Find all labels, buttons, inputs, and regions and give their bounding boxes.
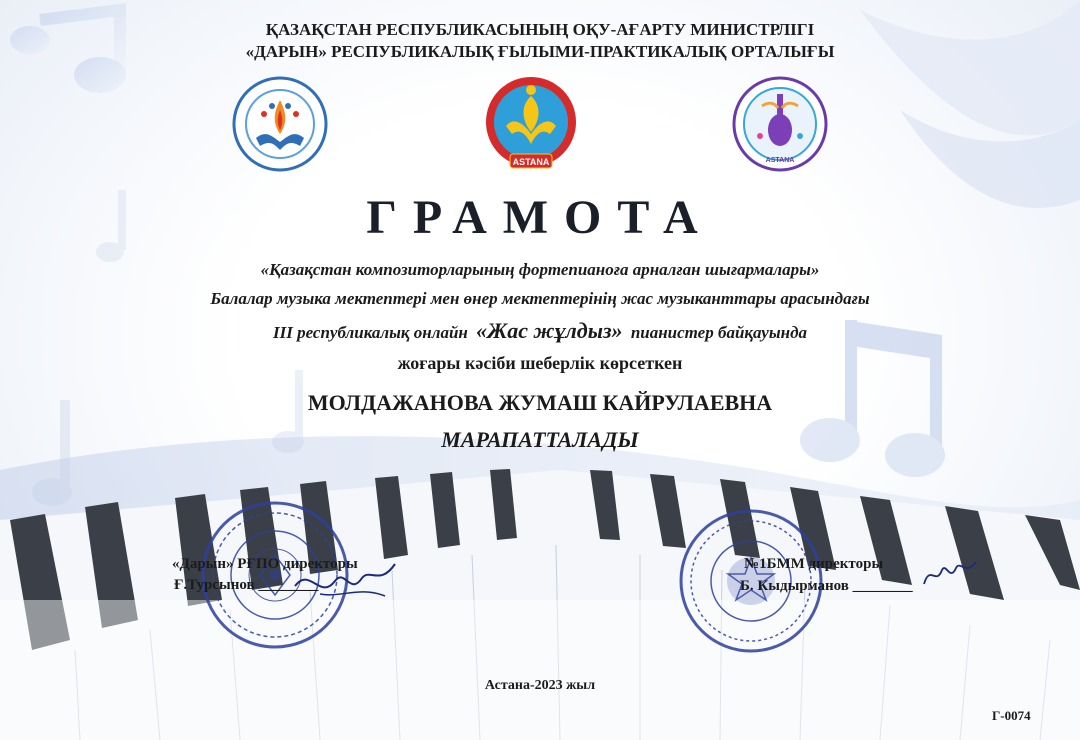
left-signature-icon (290, 556, 400, 606)
awarded-text: МАРАПАТТАЛАДЫ (441, 427, 639, 452)
right-signatory-name: Б. Кыдырманов ________ (740, 578, 913, 594)
center-heading: «ДАРЫН» РЕСПУБЛИКАЛЫҚ ҒЫЛЫМИ-ПРАКТИКАЛЫҚ ОРТАЛЫҒЫ (245, 42, 835, 61)
astana-caption: ASTANA (512, 157, 550, 167)
ministry-heading: ҚАЗАҚСТАН РЕСПУБЛИКАСЫНЫҢ ОҚУ-АҒАРТУ МИНИСТРЛІГІ (265, 20, 815, 39)
astana-emblem-icon (484, 74, 578, 174)
right-signature-icon (920, 556, 980, 592)
competition-line-4: жоғары кәсіби шеберлік көрсеткен (397, 353, 683, 373)
competition-line-3-end: пианистер байқауында (630, 323, 807, 342)
daryn-logo-icon (232, 76, 328, 172)
place-and-year: Астана-2023 жыл (484, 678, 596, 693)
certificate-title: ГРАМОТА (366, 191, 714, 244)
piano-keys (0, 469, 1080, 740)
music-school-logo-icon (732, 76, 828, 172)
competition-line-2: Балалар музыка мектептері мен өнер мектептерінің жас музыканттары арасындағы (210, 289, 870, 308)
competition-name: «Жас жұлдыз» (476, 318, 623, 343)
left-signatory-title: «Дарын» РҒПО директоры (172, 556, 358, 572)
competition-line-3 (0, 318, 1080, 344)
left-signatory-name: Ғ.Турсынов ________ (174, 577, 319, 593)
right-signatory-title: №1БММ директоры (744, 556, 884, 572)
competition-line-3-start: ІІІ республикалық онлайн (273, 323, 468, 342)
recipient-name: МОЛДАЖАНОВА ЖУМАШ КАЙРУЛАЕВНА (307, 390, 773, 415)
competition-line-1: «Қазақстан композиторларының фортепианоға арналған шығармалары» (260, 260, 820, 279)
school-caption: ASTANA (765, 157, 795, 164)
certificate-number: Г-0074 (992, 708, 1031, 723)
